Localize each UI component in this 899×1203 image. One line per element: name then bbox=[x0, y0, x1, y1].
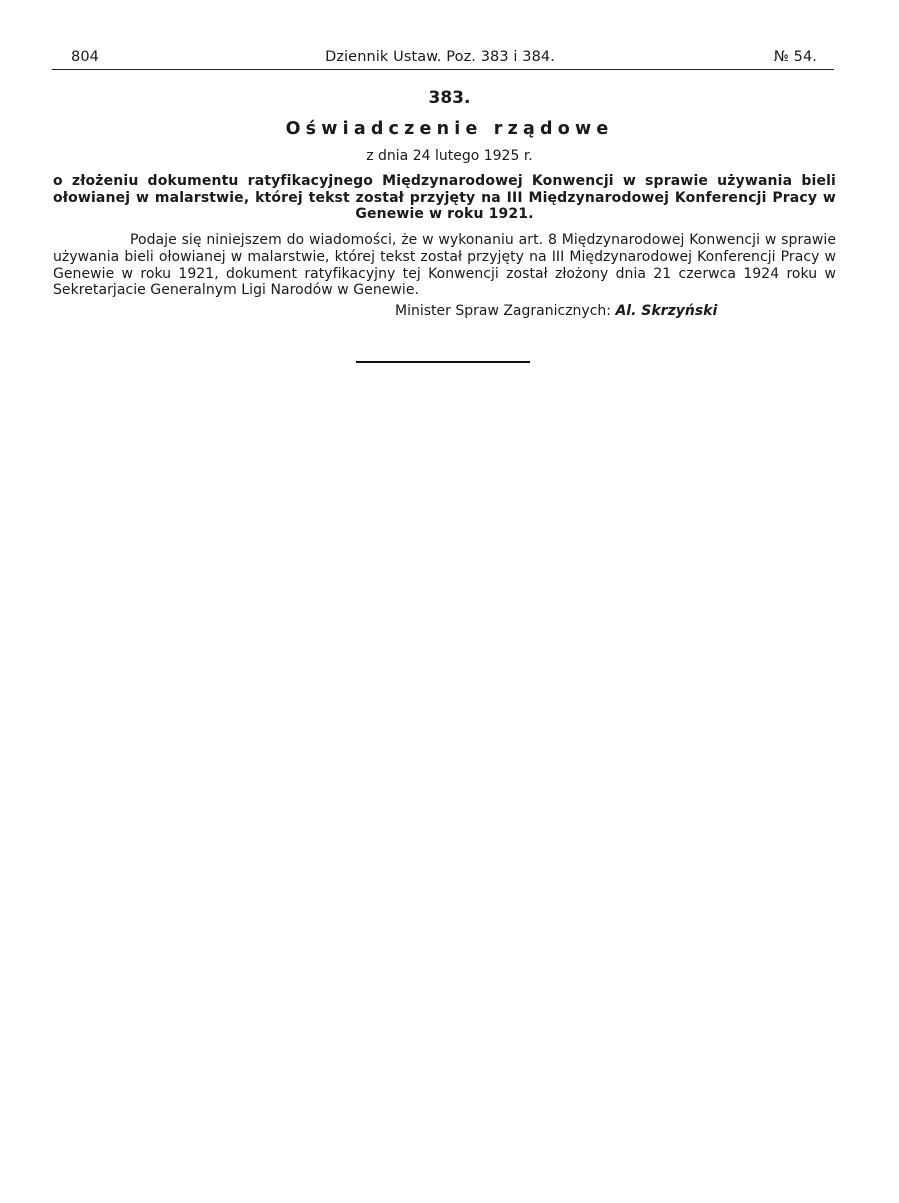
act-date: z dnia 24 lutego 1925 r. bbox=[366, 148, 533, 164]
signatory-name: Al. Skrzyński bbox=[615, 303, 718, 319]
page-number: 804 bbox=[71, 49, 99, 65]
act-title: Oświadczenie rządowe bbox=[285, 119, 614, 139]
signatory-role: Minister Spraw Zagranicznych: bbox=[395, 303, 611, 319]
signature-line bbox=[395, 303, 717, 319]
header-divider bbox=[52, 69, 834, 70]
act-subject: o złożeniu dokumentu ratyfikacyjnego Międzynarodowej Konwencji w sprawie używania bieli ołowianej w malarstwie, której tekst został przyjęty na III Międzynarodowej Konferencji Pracy w Genewie w roku 1921. bbox=[53, 173, 836, 222]
issue-number: № 54. bbox=[773, 49, 817, 65]
act-number: 383. bbox=[428, 88, 471, 108]
section-end-divider bbox=[356, 361, 530, 363]
act-body-paragraph: Podaje się niniejszem do wiadomości, że w wykonaniu art. 8 Międzynarodowej Konwencji w sprawie używania bieli ołowianej w malarstwie, której tekst został przyjęty na III Międzynarodowej Konferencji Pracy w Genewie w roku 1921, dokument ratyfikacyjny tej Konwencji został złożony dnia 21 czerwca 1924 roku w Sekretarjacie Generalnym Ligi Narodów w Genewie. bbox=[53, 232, 836, 299]
journal-title: Dziennik Ustaw. Poz. 383 i 384. bbox=[325, 49, 555, 65]
running-header bbox=[55, 47, 825, 69]
